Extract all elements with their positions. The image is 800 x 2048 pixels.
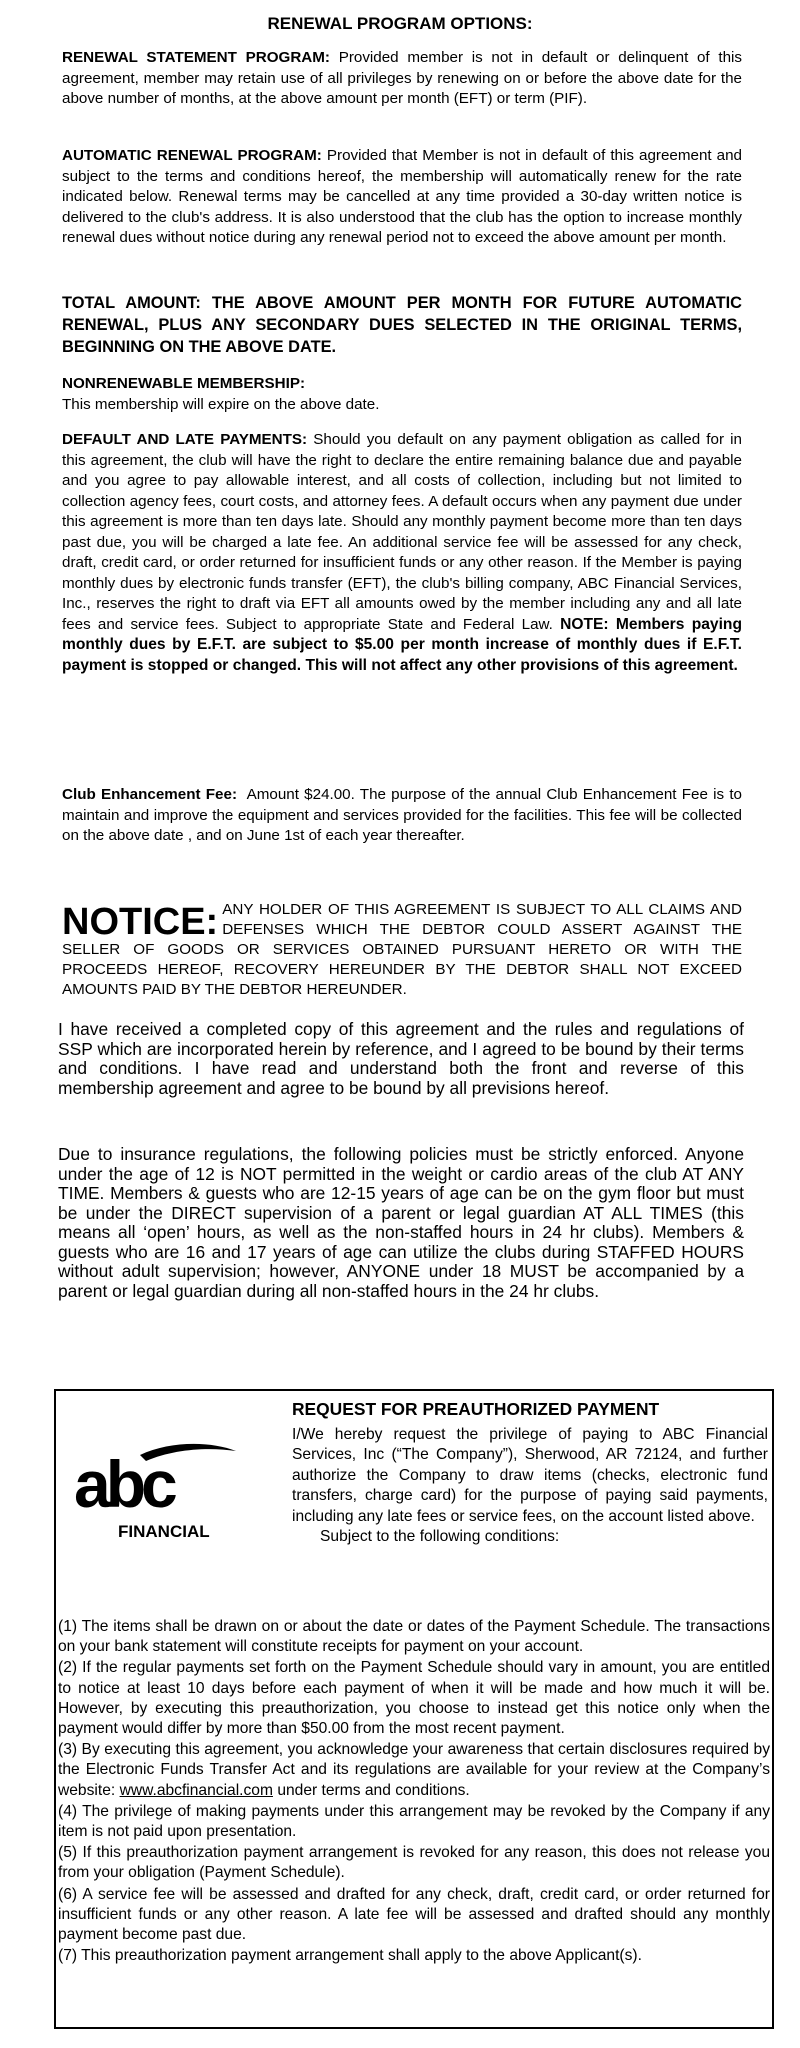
renewal-statement-body: Provided member is not in default or delinquent of this agreement, member may retain use of all privileges by renewing on or before the above date for the above number of months, at the above amount per month (EFT) or term (PIF). [62, 49, 742, 107]
notice-body: ANY HOLDER OF THIS AGREEMENT IS SUBJECT TO ALL CLAIMS AND DEFENSES WHICH THE DEBTOR COULD ASSERT AGAINST THE SELLER OF GOODS OR SERVICES OBTAINED PURSUANT HERETO OR WITH THE PROCEEDS HEREOF, RECOVERY HEREUNDER BY THE DEBTOR SHALL NOT EXCEED AMOUNTS PAID BY THE DEBTOR HEREUNDER. [62, 901, 742, 998]
preauth-conditions [58, 1617, 770, 1967]
insurance-policy-paragraph: Due to insurance regulations, the following policies must be strictly enforced. Anyone under the age of 12 is NOT permitted in the weight or cardio areas of the club AT ANY TIME. Members & guests who are 12-15 years of age can be on the gym floor but must be under the DIRECT supervision of a parent or legal guardian AT ALL TIMES (this means all ‘open’ hours, as well as the non-staffed hours in 24 hr clubs). Members & guests who are 16 and 17 years of age can utilize the clubs during STAFFED HOURS without adult supervision; however, ANYONE under 18 MUST be accompanied by a parent or legal guardian during all non-staffed hours in the 24 hr clubs. [58, 1144, 744, 1301]
nonrenewable-body: This membership will expire on the above date. [62, 395, 380, 413]
default-late-heading: DEFAULT AND LATE PAYMENTS: [62, 431, 308, 448]
preauthorized-payment-box [54, 1389, 774, 2029]
eft-note: NOTE: Members paying monthly dues by E.F.T. are subject to $5.00 per month increase of monthly dues if E.F.T. payment is stopped or changed. This will not affect any other provisions of this agreement. [62, 615, 742, 674]
condition-1: (1) The items shall be drawn on or about the date or dates of the Payment Schedule. The transactions on your bank statement will constitute receipts for payment on your account. [58, 1618, 770, 1656]
automatic-renewal-body: Provided that Member is not in default of this agreement and subject to the terms and conditions hereof, the membership will automatically renew for the rate indicated below. Renewal terms may be cancelled at any time provided a 30-day written notice is delivered to the club's address. It is also understood that the club has the option to increase monthly renewal dues without notice during any renewal period not to exceed the above amount per month. [62, 147, 742, 246]
renewal-statement-heading: RENEWAL STATEMENT PROGRAM: [62, 49, 330, 66]
preauth-intro-text: I/We hereby request the privilege of paying to ABC Financial Services, Inc (“The Company”), Sherwood, AR 72124, and further authorize the Company to draw items (checks, electronic fund transfers, charge card) for the purpose of paying said payments, including any late fees or service fees, on the account listed above. [292, 1426, 768, 1525]
condition-6: (6) A service fee will be assessed and drafted for any check, draft, credit card, or order returned for insufficient funds or any other reason. A late fee will be assessed and drafted should any monthly payment become past due. [58, 1885, 770, 1944]
total-amount-statement: TOTAL AMOUNT: THE ABOVE AMOUNT PER MONTH FOR FUTURE AUTOMATIC RENEWAL, PLUS ANY SECONDARY DUES SELECTED IN THE ORIGINAL TERMS, BEGINNING ON THE ABOVE DATE. [62, 294, 742, 356]
abcfinancial-website-link[interactable]: www.abcfinancial.com [119, 1781, 273, 1799]
condition-7: (7) This preauthorization payment arrangement shall apply to the above Applicant(s). [58, 1947, 642, 1965]
enhancement-fee-body: Amount $24.00. The purpose of the annual Club Enhancement Fee is to maintain and improve the equipment and services provided for the facilities. This fee will be collected on the above date , and on June 1st of each year thereafter. [62, 786, 742, 844]
page-title: RENEWAL PROGRAM OPTIONS: [267, 14, 533, 33]
automatic-renewal-section [62, 146, 742, 249]
logo-subtext: FINANCIAL [118, 1522, 210, 1541]
condition-2: (2) If the regular payments set forth on the Payment Schedule should vary in amount, you are entitled to notice at least 10 days before each payment of when it will be made and how much it will be. However, by executing this preauthorization, you choose to instead get this notice only when the payment would differ by more than $50.00 from the most recent payment. [58, 1659, 770, 1738]
condition-5: (5) If this preauthorization payment arrangement is revoked for any reason, this does not release you from your obligation (Payment Schedule). [58, 1844, 770, 1882]
notice-heading: NOTICE: [62, 901, 219, 943]
renewal-statement-section [62, 48, 742, 110]
nonrenewable-heading: NONRENEWABLE MEMBERSHIP: [62, 375, 306, 392]
preauth-intro [292, 1425, 768, 1547]
condition-4: (4) The privilege of making payments under this arrangement may be revoked by the Company if any item is not paid upon presentation. [58, 1802, 770, 1841]
logo-text: abc [74, 1447, 173, 1521]
nonrenewable-section [62, 374, 742, 415]
preauth-subject-line: Subject to the following conditions: [320, 1528, 560, 1546]
enhancement-fee-section [62, 785, 742, 847]
acknowledgement-paragraph: I have received a completed copy of this agreement and the rules and regulations of SSP which are incorporated herein by reference, and I agreed to be bound by their terms and conditions. I have read and understand both the front and reverse of this membership agreement and agree to be bound by all previsions hereof. [58, 1019, 744, 1098]
enhancement-fee-heading: Club Enhancement Fee: [62, 786, 237, 803]
condition-3 [58, 1740, 770, 1801]
automatic-renewal-heading: AUTOMATIC RENEWAL PROGRAM: [62, 147, 322, 164]
condition-3-text-end: under terms and conditions. [277, 1781, 470, 1799]
notice-section [62, 900, 742, 1000]
preauth-title: REQUEST FOR PREAUTHORIZED PAYMENT [292, 1399, 660, 1419]
default-late-payments-section [62, 430, 742, 676]
condition-3-text: (3) By executing this agreement, you acknowledge your awareness that certain disclosures required by the Electronic Funds Transfer Act and its regulations are available for your review at the Company’s website: [58, 1741, 770, 1799]
abc-financial-logo [70, 1437, 240, 1547]
default-late-body: Should you default on any payment obligation as called for in this agreement, the club will have the right to declare the entire remaining balance due and payable and you agree to pay allowable interest, and all costs of collection, including but not limited to collection agency fees, court costs, and attorney fees. A default occurs when any payment due under this agreement is more than ten days late. Should any monthly payment become more than ten days past due, you will be charged a late fee. An additional service fee will be assessed for any check, draft, credit card, or order returned for insufficient funds or any other reason. If the Member is paying monthly dues by electronic funds transfer (EFT), the club's billing company, ABC Financial Services, Inc., reserves the right to draft via EFT all amounts owed by the member including any and all late fees and service fees. Subject to appropriate State and Federal Law. [62, 431, 742, 633]
